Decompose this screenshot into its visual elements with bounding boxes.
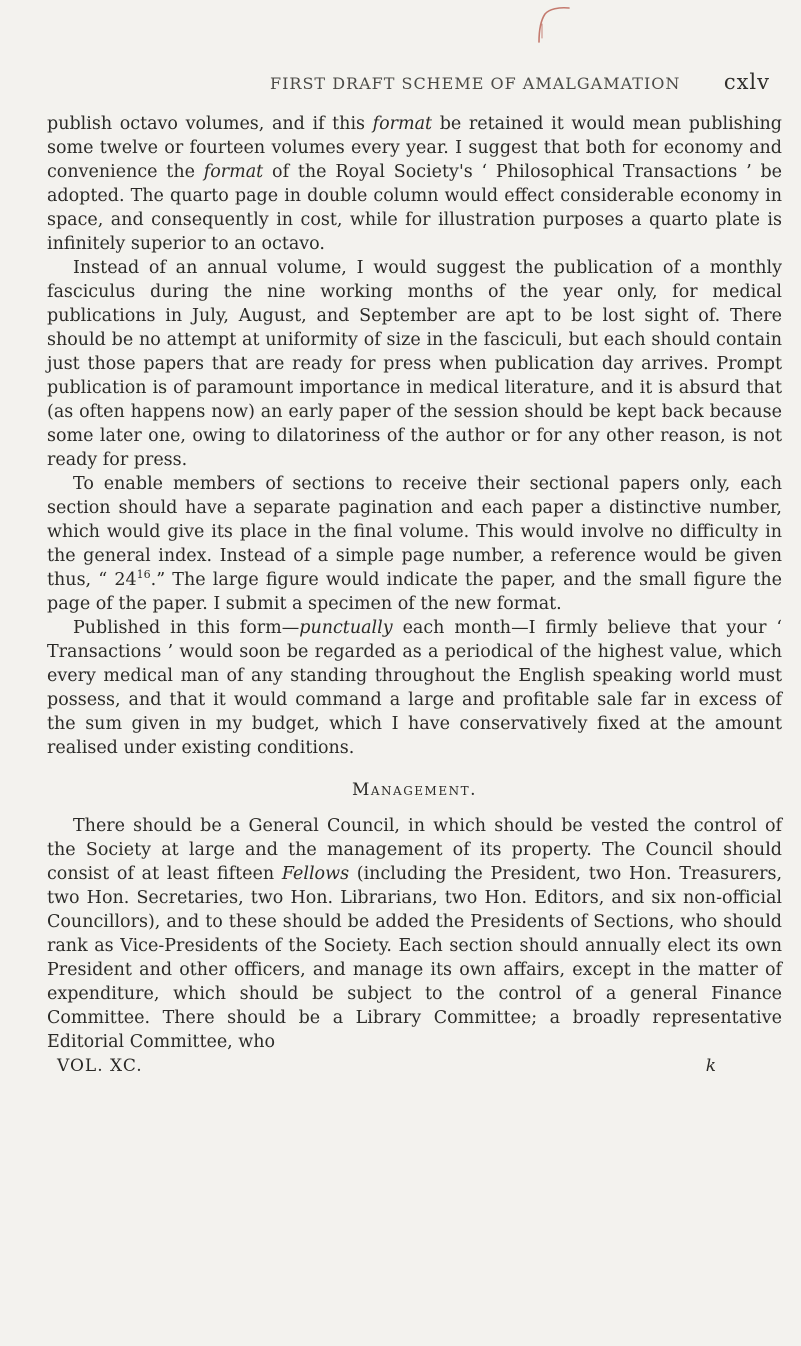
running-title: FIRST DRAFT SCHEME OF AMALGAMATION <box>270 74 681 93</box>
paragraph-punctual-publication: Published in this form—punctually each month—I firmly believe that your ‘ Transactions ’ would soon be regarded as a periodical of the highest value, which every medical man of any standing throughout the English speaking world must possess, and that it would command a large and profitable sale far in excess of the sum given in my budget, which I have conservatively fixed at the amount realised under existing conditions. <box>47 618 782 758</box>
signature-mark: k <box>705 1056 717 1076</box>
emphasis-format: format <box>203 162 264 182</box>
page-number: cxlv <box>723 70 770 94</box>
footer-signature-line <box>57 1054 717 1078</box>
paragraph-publication-format: publish octavo volumes, and if this format be retained it would mean publishing some twelve or fourteen volumes every year. I suggest that both for economy and convenience the format of the Royal Society's ‘ Philosophical Transactions ’ be adopted. The quarto page in double column would effect considerable economy in space, and consequently in cost, while for illustration purposes a quarto plate is infinitely superior to an octavo. <box>47 114 783 254</box>
reference-superscript: 16 <box>136 568 151 582</box>
running-header <box>270 70 790 100</box>
paragraph-pagination: To enable members of sections to receive their sectional papers only, each section should have a separate pagination and each paper a distinctive number, which would give its place in the final volume. This would involve no difficulty in the general index. Instead of a simple page number, a reference would be given thus, “ $24^{16}$.” The large figure would indicate the paper, and the small figure the page of the paper. I submit a specimen of the new format. <box>47 474 782 614</box>
emphasis-format: format <box>372 114 433 134</box>
body-text <box>47 112 782 1078</box>
paragraph-monthly-fasciculus: Instead of an annual volume, I would suggest the publication of a monthly fasciculus during the nine working months of the year only, for medical publications in July, August, and September are apt to be lost sight of. There should be no attempt at uniformity of size in the fasciculi, but each should contain just those papers that are ready for press when publication day arrives. Prompt publication is of paramount importance in medical literature, and it is absurd that (as often happens now) an early paper of the session should be kept back because some later one, owing to dilatoriness of the author or for any other reason, is not ready for press. <box>47 258 782 470</box>
section-heading-management: Management. <box>351 780 478 800</box>
reference-example: 24 <box>114 570 137 590</box>
pencil-mark-icon <box>533 4 573 46</box>
emphasis-fellows: Fellows <box>281 864 350 884</box>
volume-label: VOL. XC. <box>57 1056 143 1076</box>
emphasis-punctually: punctually <box>299 618 393 638</box>
paragraph-general-council: There should be a General Council, in which should be vested the control of the Society at large and the management of its property. The Council should consist of at least fifteen Fellows (including the President, two Hon. Treasurers, two Hon. Secretaries, two Hon. Librarians, two Hon. Editors, and six non-official Councillors), and to these should be added the Presidents of Sections, who should rank as Vice-Presidents of the Society. Each section should annually elect its own President and other officers, and manage its own affairs, except in the matter of expenditure, which should be subject to the control of a general Finance Committee. There should be a Library Committee; a broadly representative Editorial Committee, who <box>47 816 783 1052</box>
